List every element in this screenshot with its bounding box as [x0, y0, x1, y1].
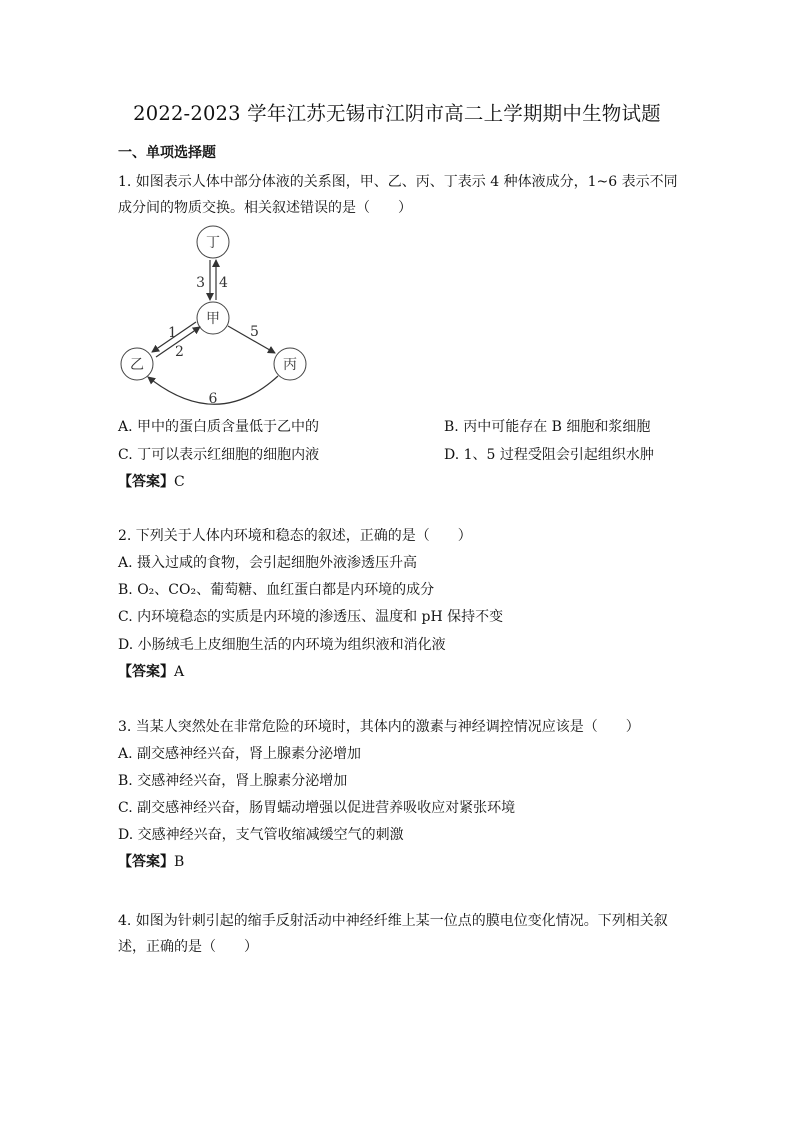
- q3-answer: [118, 851, 184, 871]
- q2-option-d: D. 小肠绒毛上皮细胞生活的内环境为组织液和消化液: [118, 637, 446, 653]
- q4-stem-line1: 4. 如图为针刺引起的缩手反射活动中神经纤维上某一位点的膜电位变化情况。下列相关叙: [118, 913, 668, 929]
- q3-option-c: C. 副交感神经兴奋，肠胃蠕动增强以促进营养吸收应对紧张环境: [118, 800, 516, 816]
- q1-option-b: B. 丙中可能存在 B 细胞和浆细胞: [444, 419, 651, 435]
- q3-option-b: B. 交感神经兴奋，肾上腺素分泌增加: [118, 773, 348, 789]
- answer-value: B: [174, 854, 185, 870]
- node-jia-label: 甲: [206, 311, 220, 327]
- node-ding-label: 丁: [206, 235, 220, 251]
- body-fluid-diagram: [112, 220, 322, 410]
- answer-label: 【答案】: [118, 664, 174, 680]
- arrow-label-3: 3: [196, 275, 205, 291]
- q1-stem-line1: 1. 如图表示人体中部分体液的关系图，甲、乙、丙、丁表示 4 种体液成分，1~6 表示不同: [118, 174, 678, 190]
- q1-answer: [118, 471, 185, 491]
- q2-stem: 2. 下列关于人体内环境和稳态的叙述，正确的是（ ）: [118, 528, 472, 544]
- arrow-label-2: 2: [175, 344, 184, 360]
- q4-stem-line2: 述，正确的是（ ）: [118, 939, 258, 955]
- document-title: 2022-2023 学年江苏无锡市江阴市高二上学期期中生物试题: [133, 102, 661, 125]
- node-yi-label: 乙: [130, 357, 144, 373]
- q3-option-d: D. 交感神经兴奋，支气管收缩减缓空气的刺激: [118, 827, 404, 843]
- section-heading: 一、单项选择题: [118, 145, 216, 161]
- arrow-label-1: 1: [168, 325, 177, 341]
- q3-option-a: A. 副交感神经兴奋，肾上腺素分泌增加: [118, 746, 362, 762]
- node-bing-label: 丙: [283, 357, 297, 373]
- arrow-label-4: 4: [219, 275, 228, 291]
- arrow-label-5: 5: [250, 324, 259, 340]
- answer-label: 【答案】: [118, 854, 174, 870]
- q2-option-c: C. 内环境稳态的实质是内环境的渗透压、温度和 pH 保持不变: [118, 609, 504, 625]
- q3-stem: 3. 当某人突然处在非常危险的环境时，其体内的激素与神经调控情况应该是（ ）: [118, 719, 640, 735]
- q2-option-a: A. 摄入过咸的食物，会引起细胞外液渗透压升高: [118, 555, 418, 571]
- answer-value: C: [174, 474, 185, 490]
- arrow-label-6: 6: [208, 391, 218, 407]
- q2-answer: [118, 661, 184, 681]
- answer-value: A: [174, 664, 185, 680]
- q1-option-c: C. 丁可以表示红细胞的细胞内液: [118, 447, 320, 463]
- q2-option-b: B. O₂、CO₂、葡萄糖、血红蛋白都是内环境的成分: [118, 582, 435, 598]
- q1-option-a: A. 甲中的蛋白质含量低于乙中的: [118, 419, 320, 435]
- q1-option-d: D. 1、5 过程受阻会引起组织水肿: [444, 447, 654, 463]
- q1-stem-line2: 成分间的物质交换。相关叙述错误的是（ ）: [118, 200, 412, 216]
- answer-label: 【答案】: [118, 474, 174, 490]
